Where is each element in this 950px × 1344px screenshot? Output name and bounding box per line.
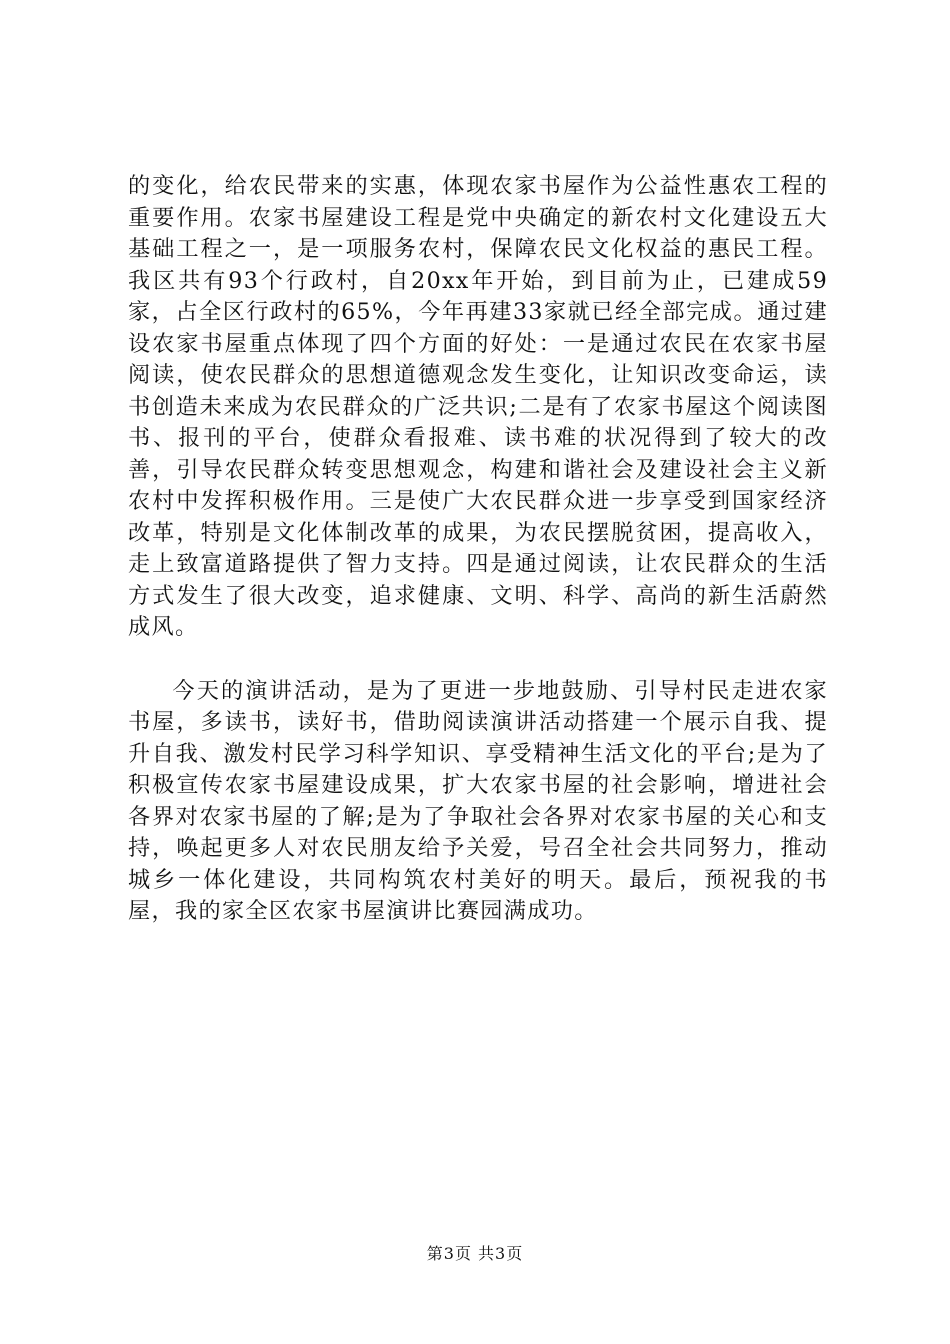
paragraph-2: 今天的演讲活动，是为了更进一步地鼓励、引导村民走进农家书屋，多读书，读好书，借助阅读演讲活动搭建一个展示自我、提升自我、激发村民学习科学知识、享受精神生活文化的平台;是为了积极宣传农家书屋建设成果，扩大农家书屋的社会影响，增进社会各界对农家书屋的了解;是为了争取社会各界对农家书屋的关心和支持，唤起更多人对农民朋友给予关爱，号召全社会共同努力，推动城乡一体化建设，共同构筑农村美好的明天。最后，预祝我的书屋，我的家全区农家书屋演讲比赛园满成功。 (128, 677, 828, 924)
page-footer: 第3页 共3页 (426, 1244, 524, 1263)
document-body (128, 171, 828, 928)
paragraph-1: 的变化，给农民带来的实惠，体现农家书屋作为公益性惠农工程的重要作用。农家书屋建设工程是党中央确定的新农村文化建设五大基础工程之一，是一项服务农村，保障农民文化权益的惠民工程。我区共有93个行政村，自20xx年开始，到目前为止，已建成59家，占全区行政村的65%，今年再建33家就已经全部完成。通过建设农家书屋重点体现了四个方面的好处：一是通过农民在农家书屋阅读，使农民群众的思想道德观念发生变化，让知识改变命运，读书创造未来成为农民群众的广泛共识;二是有了农家书屋这个阅读图书、报刊的平台，使群众看报难、读书难的状况得到了较大的改善，引导农民群众转变思想观念，构建和谐社会及建设社会主义新农村中发挥积极作用。三是使广大农民群众进一步享受到国家经济改革，特别是文化体制改革的成果，为农民摆脱贫困，提高收入，走上致富道路提供了智力支持。四是通过阅读，让农民群众的生活方式发生了很大改变，追求健康、文明、科学、高尚的新生活蔚然成风。 (128, 173, 828, 640)
